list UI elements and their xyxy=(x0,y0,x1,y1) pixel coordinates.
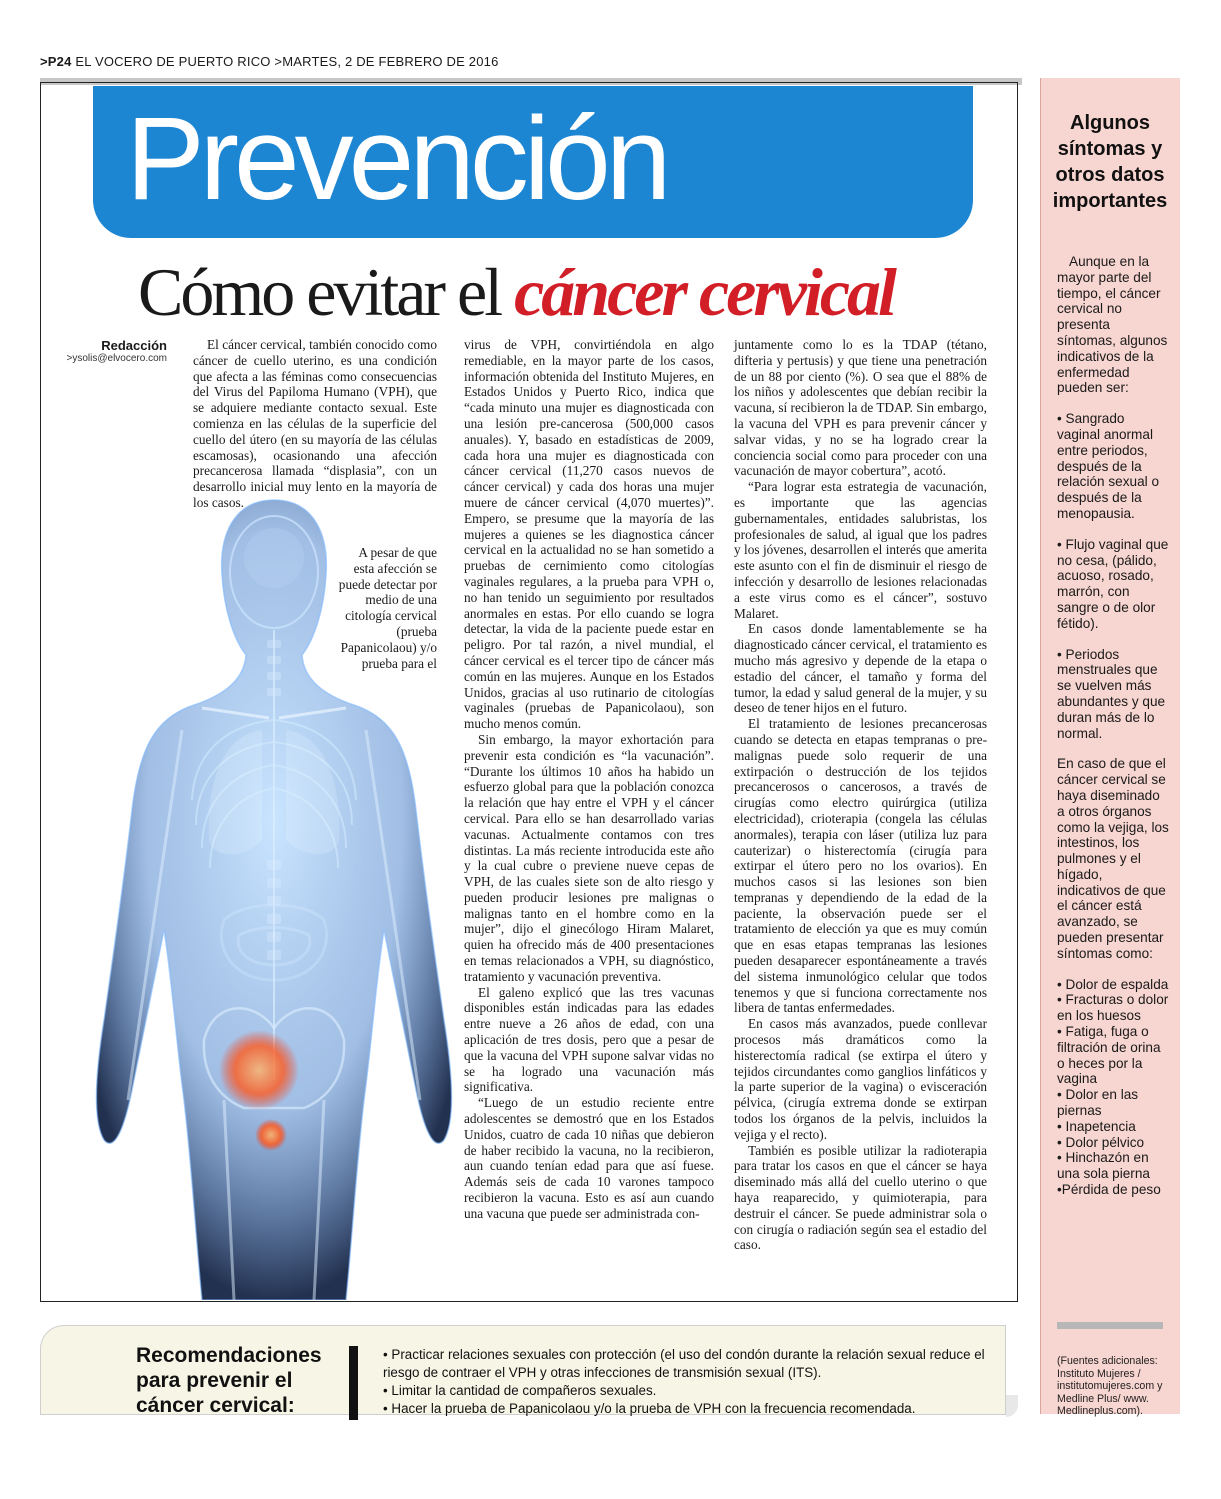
paragraph: Sin embargo, la mayor exhortación para prevenir esta condición es “la vacunación”. “Durante los últimos 10 años ha habido un esfuerzo global para que la población conozca la relación que hay entre el VPH y el cáncer cervical. Para ello se han desarrollado varias vacunas. Actualmente contamos con tres distintas. La más reciente introducida este año y la cual cubre o previene nueve cepas de VPH, de las cuales siete son de alto riesgo y pueden producir lesiones pre malignas o malignas tanto en el hombre como en la mujer”, dijo el ginecólogo Hiram Malaret, quien ha ofrecido más de 400 presentaciones en temas relacionados a VPH, su diagnóstico, tratamiento y vacunación preventiva. xyxy=(464,731,714,984)
advanced-symptom-item: • Hinchazón en una sola pierna xyxy=(1057,1150,1150,1182)
paragraph: juntamente como lo es la TDAP (tétano, difteria y pertusis) y que tiene una penetración de un 88 por ciento (%). O sea que el 88% de los niños y adolescentes que debían recibir la vacuna, sí recibieron la de TDAP. Sin embargo, la vacuna del VPH es para prevenir cáncer y salvar vidas, y no se ha logrado crear la conciencia social como para proceder con una vacunación de mayor cobertura”, acotó. xyxy=(734,337,987,479)
sidebar-divider xyxy=(1057,1322,1163,1329)
recommendations-divider xyxy=(349,1346,358,1420)
paragraph: El tratamiento de lesiones precancerosas cuando se detecta en etapas tempranas o pre-malignas puede solo requerir de una extirpación o destrucción de los tejidos precancerosos o cancerosos, a través de cirugías como electro quirúrgica (utiliza electricidad), crioterapia (congela las células anormales), terapia con láser (utiliza luz para cauterizar) o histerectomía (cirugía para extirpar el útero pero no los ovarios). En muchos casos si las lesiones son bien tempranas y dependiendo de la edad de la paciente, la observación puede ser el tratamiento de elección ya que es muy común que en esas etapas tempranas las lesiones pueden desaparecer espontáneamente a través del sistema inmunológico celular que todos tenemos y que si funciona correctamente nos libera de tantas enfermedades. xyxy=(734,716,987,1016)
symptom-item: • Periodos menstruales que se vuelven más abundantes y que duran más de lo normal. xyxy=(1057,646,1166,741)
symptom-item: • Sangrado vaginal anormal entre periodos, después de la relación sexual o después de la menopausia. xyxy=(1057,411,1160,521)
sidebar-advanced-intro: En caso de que el cáncer cervical se haya diseminado a otros órganos como la vejiga, los intestinos, los pulmones y el hígado, indicativos de que el cáncer está avanzado, se pueden presentar síntomas como: xyxy=(1057,756,1169,961)
page-folio xyxy=(40,54,499,69)
paragraph: El cáncer cervical, también conocido como cáncer de cuello uterino, es una condición que afecta a las féminas como consecuencias del Virus del Papiloma Humano (VPH), que se adquiere mediante contacto sexual. Este comienza en las células de la superficie del cuello del útero (en su mayoría de las células escamosas), ocasionando una afección precancerosa llamada “displasia”, con un desarrollo inicial muy lento en la mayoría de los casos. xyxy=(193,337,437,510)
article-column-2 xyxy=(464,337,714,1222)
advanced-symptom-item: • Dolor de espalda xyxy=(1057,976,1169,992)
advanced-symptom-item: • Dolor en las piernas xyxy=(1057,1087,1139,1119)
advanced-symptom-item: • Inapetencia xyxy=(1057,1118,1136,1134)
box-shadow-corner xyxy=(1006,1395,1018,1417)
paragraph: También es posible utilizar la radioterapia para tratar los casos en que el cáncer se haya diseminado más allá del cuello uterino o que haya reaparecido, y quimioterapia, para destruir el cáncer. Se puede administrar sola o con cirugía o radiación según sea el estadio del caso. xyxy=(734,1142,987,1253)
paragraph: A pesar de que esta afección se puede detectar por medio de una citología cervical (prueba Papanicolaou) y/o prueba para el xyxy=(338,545,437,671)
paragraph: virus de VPH, convirtiéndola en algo remediable, en la mayor parte de los casos, información obtenida del Instituto Mujeres, en Estados Unidos y Puerto Rico, indica que “cada minuto una mujer es diagnosticada con una lesión pre-cancerosa (500,000 casos anuales). Y, basado en estadísticas de 2009, cada hora una mujer es diagnosticada con cáncer cervical (11,270 casos nuevos de cáncer cervical) y cada dos horas una mujer muere de cáncer cervical (4,070 muertes)”. Empero, se presume que la mayoría de las mujeres a quienes se les diagnostica cáncer cervical en la actualidad no se han sometido a pruebas de cernimiento como citologías vaginales regulares, a la prueba para VPH o, no han tenido un seguimiento por resultados anormales en estas. Por ello cuando se logra detectar, la vida de la paciente puede estar en peligro. Por tal razón, a nivel mundial, el cáncer cervical es el tercer tipo de cáncer más común en las mujeres. Aunque en los Estados Unidos, gracias al uso rutinario de citologías vaginales (pruebas de Papanicolaou), son mucho menos común. xyxy=(464,337,714,732)
sidebar-intro: Aunque en la mayor parte del tiempo, el cáncer cervical no presenta síntomas, algunos indicativos de la enfermedad pueden ser: xyxy=(1057,254,1168,396)
article-column-1-wrap xyxy=(330,545,437,671)
headline xyxy=(138,254,894,330)
recommendations-list xyxy=(383,1346,1003,1418)
sidebar-title: Algunos síntomas y otros datos importantes xyxy=(1052,112,1168,212)
uterus-glow xyxy=(219,1030,299,1110)
article-column-1 xyxy=(193,337,437,510)
cervix-glow xyxy=(255,1119,287,1151)
byline-email: >ysolis@elvocero.com xyxy=(66,353,167,364)
headline-emphasis: cáncer cervical xyxy=(514,254,894,330)
headline-plain: Cómo evitar el xyxy=(138,254,515,330)
paragraph: En casos más avanzados, puede conllevar procesos más dramáticos como la histerectomía radical (se extirpa el útero y tejidos circundantes como ganglios linfáticos y la parte superior de la vagina) o evisceración pélvica, (cirugía extrema donde se extirpan todos los órganos de la pelvis, incluidos la vejiga y el recto). xyxy=(734,1016,987,1142)
paragraph: “Luego de un estudio reciente entre adolescentes se demostró que en los Estados Unidos, cuatro de cada 10 niñas que debieron de haber recibido la vacuna, no la recibieron, aun cuando tenían edad para que así fuese. Además seis de cada 10 varones tampoco recibieron la vacuna. Esto es así aun cuando una vacuna que puede ser administrada con- xyxy=(464,1095,714,1221)
advanced-symptom-item: •Pérdida de peso xyxy=(1057,1182,1161,1198)
byline xyxy=(60,338,167,364)
sidebar-body xyxy=(1057,254,1169,1198)
recommendation-item: • Practicar relaciones sexuales con protección (el uso del condón durante la relación sexual reduce el riesgo de contraer el VPH y otras infecciones de transmisión sexual (ITS). xyxy=(383,1347,985,1380)
paragraph: El galeno explicó que las tres vacunas disponibles están indicadas para las edades entre nueve a 26 años de edad, con una aplicación de tres dosis, pero que a pesar de que la vacuna del VPH supone salvar vidas no se ha logrado una vacunación más significativa. xyxy=(464,984,714,1095)
article-column-3 xyxy=(734,337,987,1253)
recommendations-title: Recomendaciones para prevenir el cáncer cervical: xyxy=(136,1344,322,1417)
symptom-item: • Flujo vaginal que no cesa, (pálido, acuoso, rosado, marrón, con sangre o de olor fétido). xyxy=(1057,536,1169,631)
advanced-symptom-item: • Fracturas o dolor en los huesos xyxy=(1057,992,1169,1024)
recommendation-item: • Hacer la prueba de Papanicolaou y/o la prueba de VPH con la frecuencia recomendada. xyxy=(383,1401,916,1416)
sidebar-sources: (Fuentes adicionales: Instituto Mujeres / institutomujeres.com y Medline Plus/ www. Medlineplus.com). xyxy=(1057,1355,1163,1418)
publication-line: EL VOCERO DE PUERTO RICO >MARTES, 2 DE FEBRERO DE 2016 xyxy=(71,54,499,69)
advanced-symptom-item: • Dolor pélvico xyxy=(1057,1134,1145,1150)
byline-name: Redacción xyxy=(101,338,167,353)
recommendation-item: • Limitar la cantidad de compañeros sexuales. xyxy=(383,1383,657,1398)
advanced-symptom-list xyxy=(1057,977,1169,1198)
section-title: Prevención xyxy=(126,93,667,225)
advanced-symptom-item: • Fatiga, fuga o filtración de orina o heces por la vagina xyxy=(1057,1024,1161,1087)
page-number: >P24 xyxy=(40,54,72,69)
paragraph: “Para lograr esta estrategia de vacunación, es importante que las agencias gubernamentales, entidades salubristas, los profesionales de salud, al igual que los padres y los jóvenes, desarrollen el interés que amerita este asunto con el fin de disminuir el riesgo de infección y desarrollo de lesiones relacionadas a este virus como es el cáncer”, sostuvo Malaret. xyxy=(734,479,987,621)
paragraph: En casos donde lamentablemente se ha diagnosticado cáncer cervical, el tratamiento es mucho más agresivo y depende de la etapa o estadio del cáncer, el tamaño y forma del tumor, la edad y salud general de la mujer, y su deseo de tener hijos en el futuro. xyxy=(734,621,987,716)
